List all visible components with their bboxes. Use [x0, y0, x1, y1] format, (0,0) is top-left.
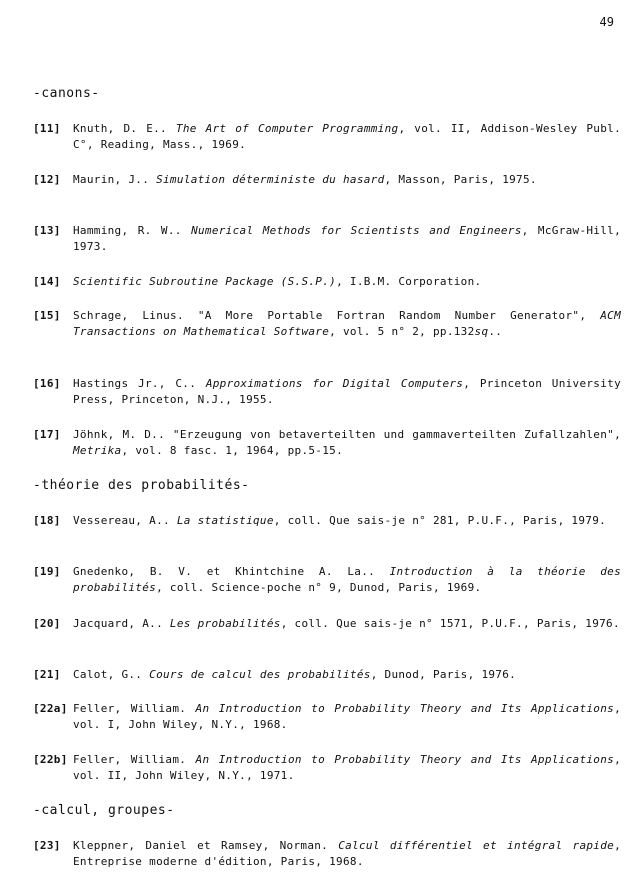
reference-details: , vol. II, John Wiley, N.Y., 1971.: [73, 753, 621, 782]
reference-number: [15]: [33, 309, 61, 322]
reference-11: [33, 121, 621, 153]
reference-title: Simulation déterministe du hasard: [156, 173, 385, 186]
reference-22a: [33, 701, 621, 733]
reference-author: Knuth, D. E..: [73, 122, 176, 135]
reference-details: , vol. 5 n° 2, pp.132: [329, 325, 475, 338]
reference-details: , Dunod, Paris, 1976.: [370, 668, 517, 681]
reference-number: [11]: [33, 122, 61, 135]
reference-title: Approximations for Digital Computers: [205, 377, 464, 390]
reference-14: [33, 274, 621, 290]
section-heading-canons: -canons-: [33, 86, 100, 101]
reference-author: Jacquard, A..: [73, 617, 170, 630]
reference-details: , coll. Que sais-je n° 1571, P.U.F., Paris, 1976.: [280, 617, 620, 630]
reference-title: La statistique: [176, 514, 274, 527]
page-number: 49: [599, 15, 614, 29]
reference-21: [33, 667, 621, 683]
reference-title: Numerical Methods for Scientists and Engineers: [191, 224, 522, 237]
reference-author: Hamming, R. W..: [73, 224, 192, 237]
reference-details: , Entreprise moderne d'édition, Paris, 1968.: [73, 839, 621, 868]
reference-title: Les probabilités: [169, 617, 281, 630]
reference-tail: ..: [488, 325, 503, 338]
reference-number: [17]: [33, 428, 61, 441]
reference-author: Kleppner, Daniel et Ramsey, Norman.: [73, 839, 339, 852]
reference-number: [23]: [33, 839, 61, 852]
reference-18: [33, 513, 621, 529]
reference-15: [33, 308, 621, 340]
reference-number: [19]: [33, 565, 61, 578]
reference-author: Gnedenko, B. V. et Khintchine A. La..: [73, 565, 390, 578]
reference-number: [21]: [33, 668, 61, 681]
reference-details: , vol. II, Addison-Wesley Publ. C°, Reading, Mass., 1969.: [73, 122, 622, 151]
reference-author: Hastings Jr., C..: [73, 377, 206, 390]
reference-title: An Introduction to Probability Theory and Its Applications: [195, 702, 615, 715]
reference-sq: sq: [474, 325, 489, 338]
reference-13: [33, 223, 621, 255]
reference-details: , vol. 8 fasc. 1, 1964, pp.5-15.: [121, 444, 343, 457]
reference-author: Feller, William.: [73, 753, 196, 766]
reference-title: ACM Transactions on Mathematical Software: [73, 309, 621, 338]
reference-19: [33, 564, 621, 596]
reference-details: , coll. Science-poche n° 9, Dunod, Paris, 1969.: [156, 581, 482, 594]
reference-22b: [33, 752, 621, 784]
reference-details: , vol. I, John Wiley, N.Y., 1968.: [73, 702, 621, 731]
reference-12: [33, 172, 621, 188]
reference-title: Introduction à la théorie des probabilités: [73, 565, 621, 594]
reference-17: [33, 427, 621, 459]
reference-author: Jöhnk, M. D.. "Erzeugung von betaverteilten und gammaverteilten Zufallzahlen",: [73, 428, 621, 441]
reference-details: , McGraw-Hill, 1973.: [73, 224, 622, 253]
reference-20: [33, 616, 621, 632]
reference-number: [13]: [33, 224, 61, 237]
reference-number: [20]: [33, 617, 61, 630]
reference-title: Cours de calcul des probabilités: [149, 668, 371, 681]
reference-number: [16]: [33, 377, 61, 390]
reference-title: An Introduction to Probability Theory and Its Applications: [195, 753, 615, 766]
reference-title: Scientific Subroutine Package (S.S.P.): [73, 275, 337, 288]
reference-details: , coll. Que sais-je n° 281, P.U.F., Paris, 1979.: [273, 514, 607, 527]
reference-author: Schrage, Linus. "A More Portable Fortran Random Number Generator",: [73, 309, 601, 322]
section-heading-calcul: -calcul, groupes-: [33, 803, 175, 818]
reference-title: Metrika: [73, 444, 122, 457]
reference-author: Maurin, J..: [73, 173, 157, 186]
reference-16: [33, 376, 621, 408]
reference-title: The Art of Computer Programming: [175, 122, 399, 135]
reference-number: [18]: [33, 514, 61, 527]
reference-number: [12]: [33, 173, 61, 186]
reference-author: Feller, William.: [73, 702, 196, 715]
reference-number: [22b]: [33, 753, 68, 766]
reference-number: [14]: [33, 275, 61, 288]
reference-number: [22a]: [33, 702, 68, 715]
reference-details: , Masson, Paris, 1975.: [384, 173, 537, 186]
reference-author: Calot, G..: [73, 668, 150, 681]
section-heading-probabilites: -théorie des probabilités-: [33, 478, 250, 493]
reference-23: [33, 838, 621, 870]
reference-details: , Princeton University Press, Princeton, N.J., 1955.: [73, 377, 621, 406]
reference-details: , I.B.M. Corporation.: [336, 275, 482, 288]
reference-title: Calcul différentiel et intégral rapide: [338, 839, 615, 852]
reference-author: Vessereau, A..: [73, 514, 177, 527]
